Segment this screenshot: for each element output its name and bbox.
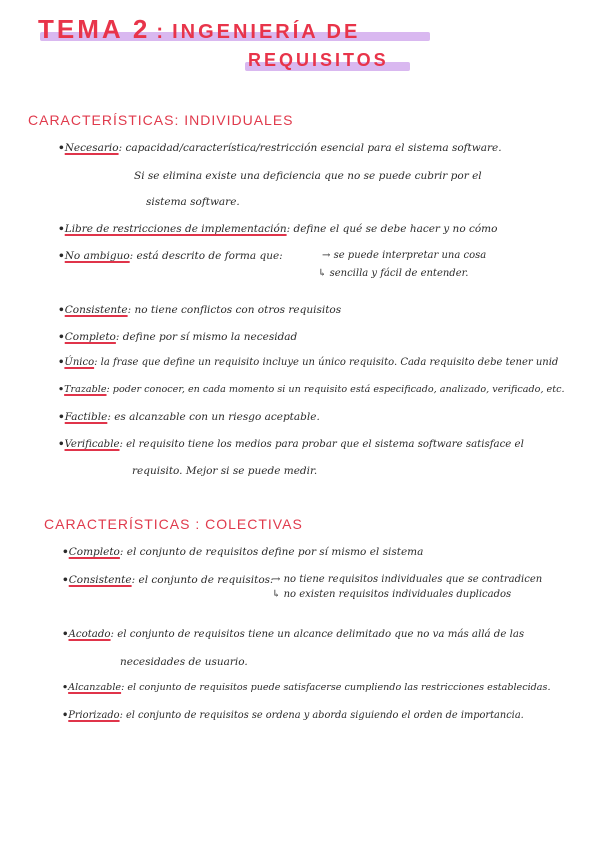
title-line1: TEMA 2 <box>38 14 151 44</box>
item-text: : el conjunto de requisitos: <box>131 574 274 586</box>
list-item: •Libre de restricciones de implementación: define el qué se debe hacer y no cómo <box>58 223 498 235</box>
list-item: •Único: la frase que define un requisito incluye un único requisito. Cada requisito debe tener unid <box>58 357 559 368</box>
list-item: •Factible: es alcanzable con un riesgo aceptable. <box>58 411 320 423</box>
branch-arrow-4: ↳ no existen requisitos individuales duplicados <box>272 589 512 600</box>
item-continuation: sistema software. <box>146 196 240 208</box>
branch-arrow-icon: ↳ <box>272 589 281 600</box>
section1-heading: CARACTERÍSTICAS: INDIVIDUALES <box>28 112 294 128</box>
term-label: Trazable <box>64 384 107 395</box>
list-item: •Consistente: el conjunto de requisitos: <box>62 574 274 586</box>
term-label: Completo <box>64 331 116 343</box>
item-text: : capacidad/característica/restricción esencial para el sistema software. <box>118 142 502 154</box>
item-text: : el requisito tiene los medios para probar que el sistema software satisface el <box>119 439 524 450</box>
item-continuation: requisito. Mejor si se puede medir. <box>132 465 318 477</box>
list-item: •Acotado: el conjunto de requisitos tiene un alcance delimitado que no va más allá de las <box>62 628 525 640</box>
list-item: •Necesario: capacidad/característica/restricción esencial para el sistema software. <box>58 142 502 154</box>
term-label: Necesario <box>64 142 119 154</box>
term-label: Libre de restricciones de implementación <box>64 223 287 235</box>
page-title <box>38 14 360 45</box>
term-label: Verificable <box>64 439 120 450</box>
term-label: Completo <box>68 546 120 558</box>
term-label: Consistente <box>68 574 132 586</box>
item-text: : define por sí mismo la necesidad <box>115 331 298 343</box>
item-text: : el conjunto de requisitos tiene un alcance delimitado que no va más allá de las <box>110 629 525 640</box>
list-item: •Alcanzable: el conjunto de requisitos puede satisfacerse cumpliendo las restricciones establecidas. <box>62 682 551 693</box>
term-label: Alcanzable <box>68 682 122 693</box>
item-text: : es alcanzable con un riesgo aceptable. <box>107 411 320 423</box>
item-text: : está descrito de forma que: <box>129 250 283 262</box>
list-item: •Consistente: no tiene conflictos con otros requisitos <box>58 304 342 316</box>
term-label: No ambiguo <box>64 250 130 262</box>
page-title-line2: REQUISITOS <box>248 50 389 70</box>
item-text: : el conjunto de requisitos puede satisfacerse cumpliendo las restricciones establecidas. <box>121 682 551 693</box>
list-item: •Trazable: poder conocer, en cada momento si un requisito está especificado, analizado, verificado, etc. <box>58 384 565 395</box>
title-line1b: INGENIERÍA DE <box>172 21 361 43</box>
item-continuation: Si se elimina existe una deficiencia que no se puede cubrir por el <box>134 170 482 182</box>
item-text: : define el qué se debe hacer y no cómo <box>286 223 498 235</box>
term-label: Consistente <box>64 304 128 316</box>
title-sep: : <box>156 21 167 43</box>
list-item: •Completo: define por sí mismo la necesidad <box>58 331 298 343</box>
term-label: Priorizado <box>68 710 120 721</box>
item-continuation: necesidades de usuario. <box>120 656 248 668</box>
list-item: •No ambiguo: está descrito de forma que: <box>58 250 283 262</box>
term-label: Factible <box>64 411 108 423</box>
branch-arrow-3: → no tiene requisitos individuales que se contradicen <box>272 574 543 585</box>
term-label: Acotado <box>68 629 111 640</box>
item-text: : la frase que define un requisito incluye un único requisito. Cada requisito debe tener unid <box>94 357 559 368</box>
list-item: •Verificable: el requisito tiene los medios para probar que el sistema software satisface el <box>58 438 524 450</box>
branch-arrow-1: → se puede interpretar una cosa <box>322 250 487 261</box>
branch-arrow-icon: ↳ <box>318 268 327 279</box>
item-text: : poder conocer, en cada momento si un requisito está especificado, analizado, verificado, etc. <box>106 384 565 395</box>
item-text: : el conjunto de requisitos define por sí mismo el sistema <box>119 546 424 558</box>
branch-arrow-2: ↳ sencilla y fácil de entender. <box>318 268 469 279</box>
term-label: Único <box>64 357 95 368</box>
list-item: •Completo: el conjunto de requisitos define por sí mismo el sistema <box>62 546 424 558</box>
arrow-icon: → <box>322 250 331 261</box>
item-text: : no tiene conflictos con otros requisitos <box>127 304 342 316</box>
list-item: •Priorizado: el conjunto de requisitos se ordena y aborda siguiendo el orden de importancia. <box>62 710 524 721</box>
item-text: : el conjunto de requisitos se ordena y aborda siguiendo el orden de importancia. <box>119 710 524 721</box>
arrow-icon: → <box>272 574 281 585</box>
section2-heading: CARACTERÍSTICAS : COLECTIVAS <box>44 516 303 532</box>
